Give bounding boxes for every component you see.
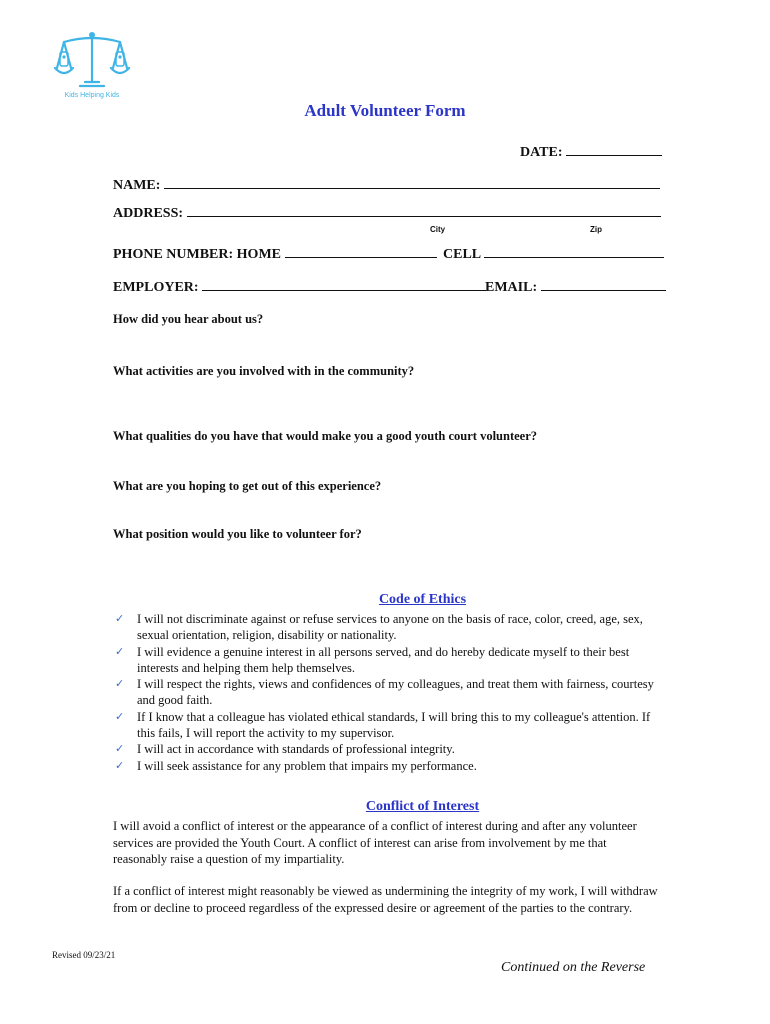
address-line[interactable] bbox=[187, 215, 661, 217]
employer-field[interactable] bbox=[113, 280, 486, 296]
checkmark-icon: ✓ bbox=[115, 742, 125, 756]
code-of-ethics-title: Code of Ethics bbox=[378, 592, 467, 607]
question-position: What position would you like to volunteer for? bbox=[113, 527, 362, 541]
conflict-paragraph-2: If a conflict of interest might reasonably be viewed as undermining the integrity of my work, I will withdraw from or decline to proceed regardless of the expressed desire or agreement of the parties to the contrary. bbox=[113, 884, 658, 915]
form-title: Adult Volunteer Form bbox=[304, 101, 466, 120]
continued-note: Continued on the Reverse bbox=[501, 960, 646, 975]
address-field[interactable] bbox=[113, 206, 661, 222]
city-label: City bbox=[430, 225, 446, 234]
revised-date: Revised 09/23/21 bbox=[52, 950, 116, 960]
checkmark-icon: ✓ bbox=[115, 677, 125, 691]
cell-label: CELL bbox=[443, 247, 481, 262]
address-label: ADDRESS: bbox=[113, 206, 184, 221]
cell-line[interactable] bbox=[484, 256, 664, 258]
question-hear-about: How did you hear about us? bbox=[113, 312, 264, 326]
list-item: ✓ If I know that a colleague has violated ethical standards, I will bring this to my colleague's attention. If this fails, I will report the activity to my supervisor. bbox=[115, 709, 651, 741]
list-item: ✓ I will not discriminate against or refuse services to anyone on the basis of race, color, creed, age, sex, sexual orientation, religion, disability or nationality. bbox=[115, 612, 643, 643]
list-item: ✓ I will respect the rights, views and confidences of my colleagues, and treat them with fairness, courtesy and good faith. bbox=[115, 677, 654, 708]
name-label: NAME: bbox=[113, 178, 161, 193]
email-label: EMAIL: bbox=[485, 280, 538, 295]
date-field[interactable] bbox=[520, 145, 662, 161]
employer-label: EMPLOYER: bbox=[113, 280, 199, 295]
date-label: DATE: bbox=[520, 145, 563, 160]
phone-home-field[interactable] bbox=[113, 247, 437, 263]
question-qualities: What qualities do you have that would make you a good youth court volunteer? bbox=[113, 429, 537, 443]
question-hoping: What are you hoping to get out of this experience? bbox=[113, 479, 382, 493]
checkmark-icon: ✓ bbox=[115, 709, 125, 723]
list-item: ✓ I will act in accordance with standards of professional integrity. bbox=[115, 742, 455, 757]
email-field[interactable] bbox=[485, 280, 666, 296]
conflict-of-interest-title: Conflict of Interest bbox=[365, 799, 480, 814]
checkmark-icon: ✓ bbox=[115, 644, 125, 658]
question-activities: What activities are you involved with in the community? bbox=[113, 364, 415, 378]
list-item: ✓ I will seek assistance for any problem that impairs my performance. bbox=[115, 758, 477, 773]
checkmark-icon: ✓ bbox=[115, 612, 125, 625]
list-item: ✓ I will evidence a genuine interest in all persons served, and do hereby dedicate myself to their best interests and helping them help themselves. bbox=[115, 644, 630, 675]
email-line[interactable] bbox=[541, 289, 666, 291]
scales-of-justice-icon bbox=[52, 30, 132, 92]
logo-text: Kids Helping Kids bbox=[64, 92, 120, 99]
phone-home-line[interactable] bbox=[285, 256, 437, 258]
employer-line[interactable] bbox=[202, 289, 486, 291]
ethics-list bbox=[115, 611, 655, 774]
kids-helping-kids-logo bbox=[52, 30, 132, 102]
name-line[interactable] bbox=[164, 187, 660, 189]
name-field[interactable] bbox=[113, 178, 660, 194]
cell-field[interactable] bbox=[443, 247, 664, 263]
conflict-paragraph-1: I will avoid a conflict of interest or the appearance of a conflict of interest during and after any volunteer services are provided the Youth Court. A conflict of interest can arise from involvement by me that reasonably raise a question of my impartiality. bbox=[113, 819, 637, 866]
date-line[interactable] bbox=[566, 154, 662, 156]
phone-home-label: PHONE NUMBER: HOME bbox=[113, 247, 281, 262]
zip-label: Zip bbox=[590, 225, 602, 234]
checkmark-icon: ✓ bbox=[115, 758, 125, 772]
